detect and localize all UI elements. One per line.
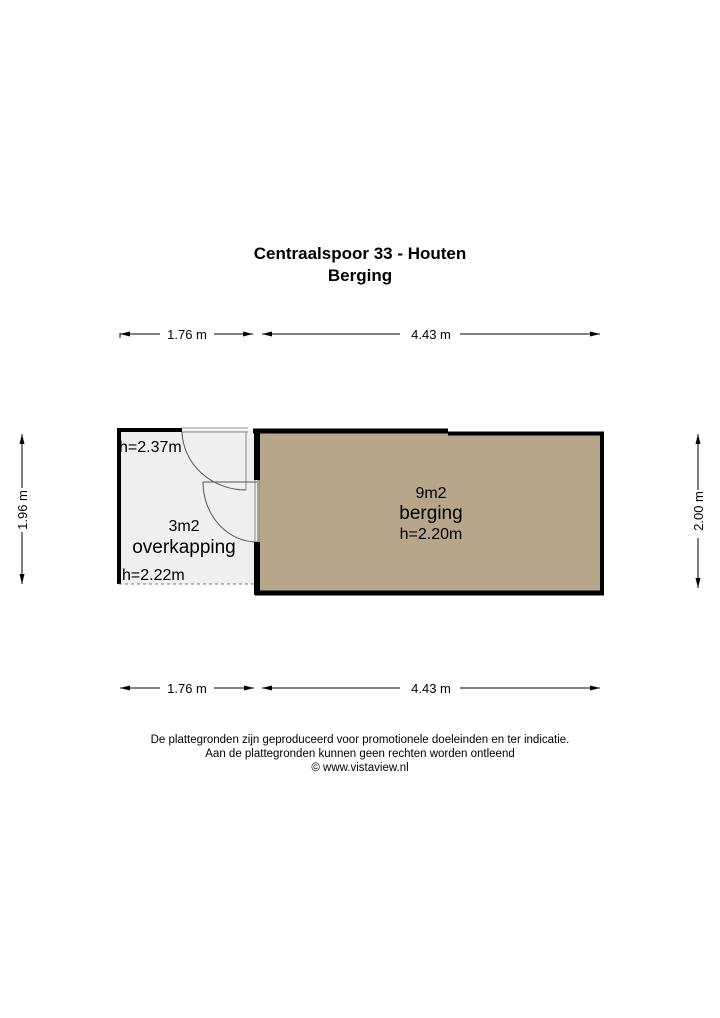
- top-dimension-right: [262, 327, 600, 342]
- overkapping-name: overkapping: [132, 537, 236, 558]
- dim-label-right-height: 2.00 m: [691, 491, 706, 531]
- overkapping-height-top: h=2.37m: [119, 439, 182, 456]
- bottom-dimension-right: [262, 681, 600, 696]
- room-overkapping: [117, 428, 257, 584]
- berging-area: 9m2: [415, 485, 447, 502]
- dim-label-top-right: 4.43 m: [411, 327, 451, 342]
- dim-label-top-left: 1.76 m: [167, 327, 207, 342]
- dim-label-bottom-left: 1.76 m: [167, 681, 207, 696]
- left-dimension: [15, 434, 30, 584]
- overkapping-height-bottom: h=2.22m: [122, 567, 185, 584]
- berging-height: h=2.20m: [399, 526, 463, 543]
- top-dimension-left: [120, 327, 253, 342]
- dim-label-bottom-right: 4.43 m: [411, 681, 451, 696]
- disclaimer-line-2: Aan de plattegronden kunnen geen rechten worden ontleend: [205, 748, 515, 760]
- overkapping-area: 3m2: [168, 518, 200, 535]
- bottom-dimension-left: [120, 681, 254, 696]
- dim-label-left-height: 1.96 m: [15, 490, 30, 530]
- room-berging: [253, 431, 604, 595]
- right-dimension: [691, 434, 706, 588]
- copyright-line: © www.vistaview.nl: [311, 762, 409, 774]
- disclaimer-line-1: De plattegronden zijn geproduceerd voor promotionele doeleinden en ter indicatie.: [150, 734, 570, 746]
- plan-title-address: Centraalspoor 33 - Houten: [253, 244, 467, 263]
- plan-title-floor: Berging: [327, 266, 393, 285]
- berging-name: berging: [399, 503, 463, 524]
